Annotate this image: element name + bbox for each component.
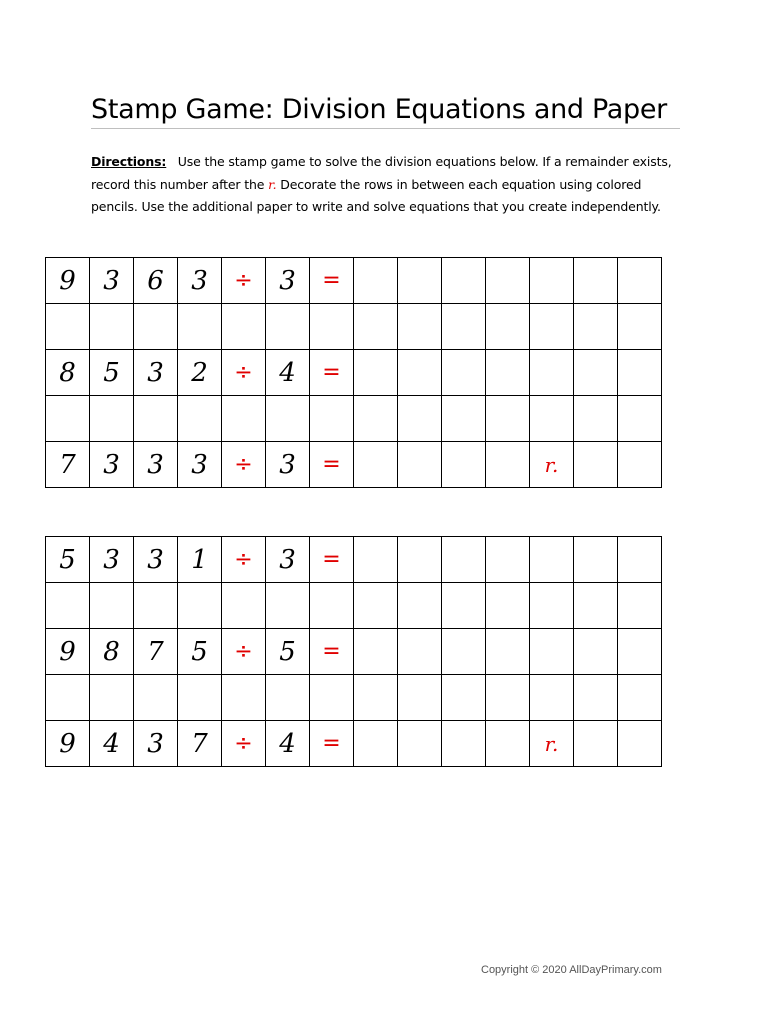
answer-cell[interactable] bbox=[618, 537, 662, 583]
directions-text-after: Decorate the rows in between each equation using colored pencils. Use the additional paper to write and solve equations that you create independently. bbox=[91, 176, 661, 214]
answer-cell[interactable] bbox=[618, 721, 662, 767]
equals-sign[interactable]: = bbox=[310, 258, 354, 304]
digit-cell[interactable]: 3 bbox=[134, 442, 178, 488]
blank-cell[interactable] bbox=[222, 675, 266, 721]
blank-cell[interactable] bbox=[442, 396, 486, 442]
digit-cell[interactable]: 3 bbox=[90, 442, 134, 488]
blank-cell[interactable] bbox=[530, 675, 574, 721]
answer-cell[interactable] bbox=[442, 258, 486, 304]
blank-cell[interactable] bbox=[486, 583, 530, 629]
answer-cell[interactable] bbox=[398, 629, 442, 675]
blank-cell[interactable] bbox=[442, 583, 486, 629]
blank-cell[interactable] bbox=[46, 304, 90, 350]
answer-cell[interactable] bbox=[574, 629, 618, 675]
decoration-row bbox=[46, 583, 662, 629]
equals-sign[interactable]: = bbox=[310, 537, 354, 583]
answer-cell[interactable] bbox=[486, 442, 530, 488]
blank-cell[interactable] bbox=[310, 583, 354, 629]
answer-cell[interactable] bbox=[530, 258, 574, 304]
title-divider bbox=[91, 128, 680, 129]
blank-cell[interactable] bbox=[398, 396, 442, 442]
equation-row bbox=[46, 629, 662, 675]
blank-cell[interactable] bbox=[618, 396, 662, 442]
blank-cell[interactable] bbox=[310, 675, 354, 721]
digit-cell[interactable]: 4 bbox=[90, 721, 134, 767]
blank-cell[interactable] bbox=[530, 583, 574, 629]
equals-sign[interactable]: = bbox=[310, 350, 354, 396]
digit-cell[interactable]: 5 bbox=[46, 537, 90, 583]
blank-cell[interactable] bbox=[178, 675, 222, 721]
answer-cell[interactable] bbox=[442, 350, 486, 396]
answer-cell[interactable] bbox=[574, 721, 618, 767]
blank-cell[interactable] bbox=[398, 675, 442, 721]
blank-cell[interactable] bbox=[222, 583, 266, 629]
equals-sign[interactable]: = bbox=[310, 721, 354, 767]
divide-sign[interactable]: ÷ bbox=[222, 258, 266, 304]
answer-cell[interactable] bbox=[486, 721, 530, 767]
blank-cell[interactable] bbox=[266, 583, 310, 629]
digit-cell[interactable]: 5 bbox=[90, 350, 134, 396]
page-title: Stamp Game: Division Equations and Paper bbox=[91, 94, 667, 125]
equation-row bbox=[46, 350, 662, 396]
blank-cell[interactable] bbox=[222, 396, 266, 442]
answer-cell[interactable] bbox=[398, 350, 442, 396]
digit-cell[interactable]: 3 bbox=[134, 350, 178, 396]
blank-cell[interactable] bbox=[90, 304, 134, 350]
answer-cell[interactable] bbox=[530, 537, 574, 583]
answer-cell[interactable] bbox=[398, 537, 442, 583]
blank-cell[interactable] bbox=[486, 304, 530, 350]
answer-cell[interactable] bbox=[574, 350, 618, 396]
blank-cell[interactable] bbox=[46, 396, 90, 442]
digit-cell[interactable]: 9 bbox=[46, 721, 90, 767]
blank-cell[interactable] bbox=[530, 396, 574, 442]
answer-cell[interactable] bbox=[398, 721, 442, 767]
blank-cell[interactable] bbox=[574, 583, 618, 629]
blank-cell[interactable] bbox=[222, 304, 266, 350]
answer-cell[interactable] bbox=[354, 537, 398, 583]
digit-cell[interactable]: 7 bbox=[46, 442, 90, 488]
decoration-row bbox=[46, 675, 662, 721]
answer-cell[interactable] bbox=[354, 442, 398, 488]
blank-cell[interactable] bbox=[574, 396, 618, 442]
answer-cell[interactable] bbox=[618, 442, 662, 488]
answer-cell[interactable] bbox=[354, 721, 398, 767]
answer-cell[interactable] bbox=[486, 629, 530, 675]
equation-grid-2 bbox=[45, 536, 662, 767]
equation-row bbox=[46, 537, 662, 583]
digit-cell[interactable]: 9 bbox=[46, 258, 90, 304]
answer-cell[interactable] bbox=[574, 442, 618, 488]
digit-cell[interactable]: 3 bbox=[134, 721, 178, 767]
blank-cell[interactable] bbox=[134, 675, 178, 721]
blank-cell[interactable] bbox=[90, 675, 134, 721]
answer-cell[interactable] bbox=[398, 258, 442, 304]
answer-cell[interactable] bbox=[442, 442, 486, 488]
remainder-mark: r. bbox=[268, 176, 277, 192]
answer-cell[interactable] bbox=[530, 629, 574, 675]
blank-cell[interactable] bbox=[266, 675, 310, 721]
answer-cell[interactable] bbox=[530, 350, 574, 396]
blank-cell[interactable] bbox=[486, 675, 530, 721]
answer-cell[interactable] bbox=[618, 258, 662, 304]
blank-cell[interactable] bbox=[178, 396, 222, 442]
blank-cell[interactable] bbox=[178, 304, 222, 350]
answer-cell[interactable] bbox=[442, 721, 486, 767]
blank-cell[interactable] bbox=[310, 304, 354, 350]
blank-cell[interactable] bbox=[134, 583, 178, 629]
blank-cell[interactable] bbox=[618, 583, 662, 629]
divide-sign[interactable]: ÷ bbox=[222, 442, 266, 488]
digit-cell[interactable]: 7 bbox=[134, 629, 178, 675]
blank-cell[interactable] bbox=[134, 304, 178, 350]
digit-cell[interactable]: 2 bbox=[178, 350, 222, 396]
blank-cell[interactable] bbox=[310, 396, 354, 442]
answer-cell[interactable] bbox=[486, 258, 530, 304]
digit-cell[interactable]: 1 bbox=[178, 537, 222, 583]
directions-label: Directions: bbox=[91, 154, 167, 169]
blank-cell[interactable] bbox=[90, 396, 134, 442]
blank-cell[interactable] bbox=[46, 583, 90, 629]
equals-sign[interactable]: = bbox=[310, 442, 354, 488]
blank-cell[interactable] bbox=[398, 304, 442, 350]
answer-cell[interactable] bbox=[442, 629, 486, 675]
divisor-cell[interactable]: 3 bbox=[266, 442, 310, 488]
equation-row bbox=[46, 442, 662, 488]
digit-cell[interactable]: 3 bbox=[134, 537, 178, 583]
blank-cell[interactable] bbox=[398, 583, 442, 629]
digit-cell[interactable]: 8 bbox=[46, 350, 90, 396]
remainder-cell[interactable]: r. bbox=[530, 442, 574, 488]
answer-cell[interactable] bbox=[574, 258, 618, 304]
copyright-text: Copyright © 2020 AllDayPrimary.com bbox=[481, 964, 662, 976]
blank-cell[interactable] bbox=[46, 675, 90, 721]
blank-cell[interactable] bbox=[442, 304, 486, 350]
blank-cell[interactable] bbox=[134, 396, 178, 442]
blank-cell[interactable] bbox=[618, 304, 662, 350]
blank-cell[interactable] bbox=[354, 304, 398, 350]
blank-cell[interactable] bbox=[266, 396, 310, 442]
answer-cell[interactable] bbox=[618, 350, 662, 396]
answer-cell[interactable] bbox=[354, 350, 398, 396]
answer-cell[interactable] bbox=[486, 537, 530, 583]
equation-grid-1 bbox=[45, 257, 662, 488]
answer-cell[interactable] bbox=[618, 629, 662, 675]
blank-cell[interactable] bbox=[266, 304, 310, 350]
decoration-row bbox=[46, 304, 662, 350]
equation-row bbox=[46, 721, 662, 767]
equals-sign[interactable]: = bbox=[310, 629, 354, 675]
directions-text-before: Use the stamp game to solve the division equations below. If a remainder exists, record this number after the bbox=[91, 154, 672, 192]
divisor-cell[interactable]: 3 bbox=[266, 258, 310, 304]
blank-cell[interactable] bbox=[442, 675, 486, 721]
digit-cell[interactable]: 7 bbox=[178, 721, 222, 767]
divide-sign[interactable]: ÷ bbox=[222, 721, 266, 767]
digit-cell[interactable]: 3 bbox=[178, 442, 222, 488]
answer-cell[interactable] bbox=[398, 442, 442, 488]
divide-sign[interactable]: ÷ bbox=[222, 537, 266, 583]
answer-cell[interactable] bbox=[354, 258, 398, 304]
divide-sign[interactable]: ÷ bbox=[222, 350, 266, 396]
divisor-cell[interactable]: 5 bbox=[266, 629, 310, 675]
blank-cell[interactable] bbox=[574, 675, 618, 721]
blank-cell[interactable] bbox=[574, 304, 618, 350]
blank-cell[interactable] bbox=[178, 583, 222, 629]
directions-paragraph bbox=[91, 151, 691, 219]
digit-cell[interactable]: 8 bbox=[90, 629, 134, 675]
divisor-cell[interactable]: 4 bbox=[266, 721, 310, 767]
blank-cell[interactable] bbox=[90, 583, 134, 629]
blank-cell[interactable] bbox=[618, 675, 662, 721]
digit-cell[interactable]: 3 bbox=[178, 258, 222, 304]
decoration-row bbox=[46, 396, 662, 442]
divide-sign[interactable]: ÷ bbox=[222, 629, 266, 675]
answer-cell[interactable] bbox=[486, 350, 530, 396]
answer-cell[interactable] bbox=[442, 537, 486, 583]
divisor-cell[interactable]: 3 bbox=[266, 537, 310, 583]
equation-row bbox=[46, 258, 662, 304]
divisor-cell[interactable]: 4 bbox=[266, 350, 310, 396]
digit-cell[interactable]: 5 bbox=[178, 629, 222, 675]
blank-cell[interactable] bbox=[530, 304, 574, 350]
digit-cell[interactable]: 9 bbox=[46, 629, 90, 675]
blank-cell[interactable] bbox=[354, 675, 398, 721]
digit-cell[interactable]: 6 bbox=[134, 258, 178, 304]
answer-cell[interactable] bbox=[354, 629, 398, 675]
blank-cell[interactable] bbox=[354, 396, 398, 442]
answer-cell[interactable] bbox=[574, 537, 618, 583]
remainder-cell[interactable]: r. bbox=[530, 721, 574, 767]
digit-cell[interactable]: 3 bbox=[90, 258, 134, 304]
blank-cell[interactable] bbox=[354, 583, 398, 629]
blank-cell[interactable] bbox=[486, 396, 530, 442]
digit-cell[interactable]: 3 bbox=[90, 537, 134, 583]
